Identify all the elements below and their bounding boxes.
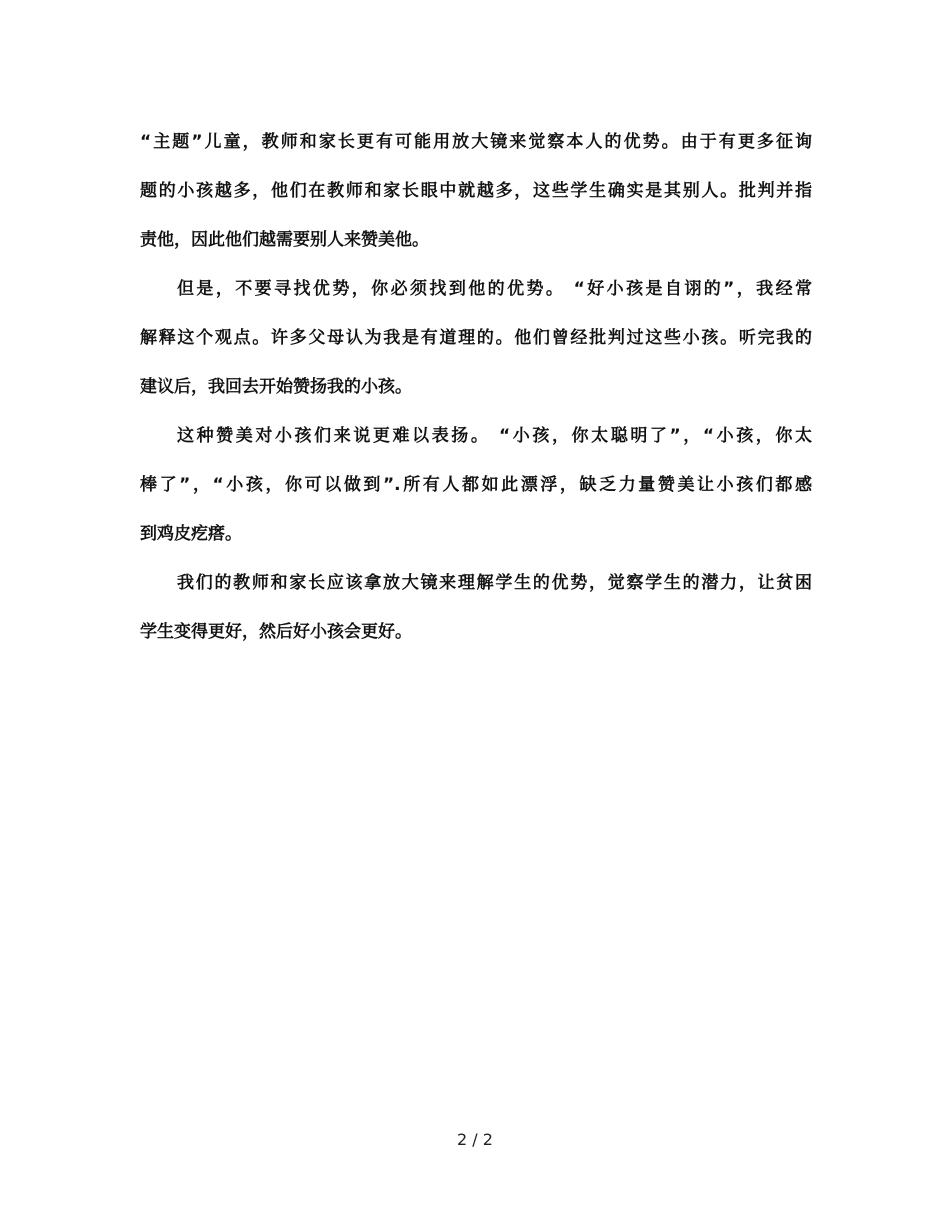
paragraph-line: 这种赞美对小孩们来说更难以表扬。 “小孩，你太聪明了”，“小孩，你太: [177, 426, 812, 446]
paragraph-line: 我们的教师和家长应该拿放大镜来理解学生的优势，觉察学生的潜力，让贫困: [177, 573, 812, 593]
paragraph-1: [140, 118, 812, 265]
paragraph-line: 但是，不要寻找优势，你必须找到他的优势。 “好小孩是自诩的”，我经常: [177, 279, 812, 299]
paragraph-line: 学生变得更好，然后好小孩会更好。: [140, 622, 412, 642]
paragraph-2: [140, 265, 812, 412]
paragraph-line: 到鸡皮疙瘩。: [140, 524, 242, 544]
paragraph-line: 建议后，我回去开始赞扬我的小孩。: [140, 377, 412, 397]
paragraph-4: [140, 559, 812, 657]
page-number: 2 / 2: [457, 1130, 493, 1149]
paragraph-line: 责他，因此他们越需要别人来赞美他。: [140, 230, 429, 250]
paragraph-line: 棒了”，“小孩，你可以做到”.所有人都如此漂浮，缺乏力量赞美让小孩们都感: [140, 475, 812, 495]
document-body: [140, 118, 812, 657]
paragraph-line: 题的小孩越多，他们在教师和家长眼中就越多，这些学生确实是其别人。批判并指: [140, 181, 812, 201]
paragraph-3: [140, 412, 812, 559]
paragraph-line: 解释这个观点。许多父母认为我是有道理的。他们曾经批判过这些小孩。听完我的: [140, 328, 812, 348]
paragraph-line: “主题”儿童，教师和家长更有可能用放大镜来觉察本人的优势。由于有更多征询: [140, 132, 812, 152]
